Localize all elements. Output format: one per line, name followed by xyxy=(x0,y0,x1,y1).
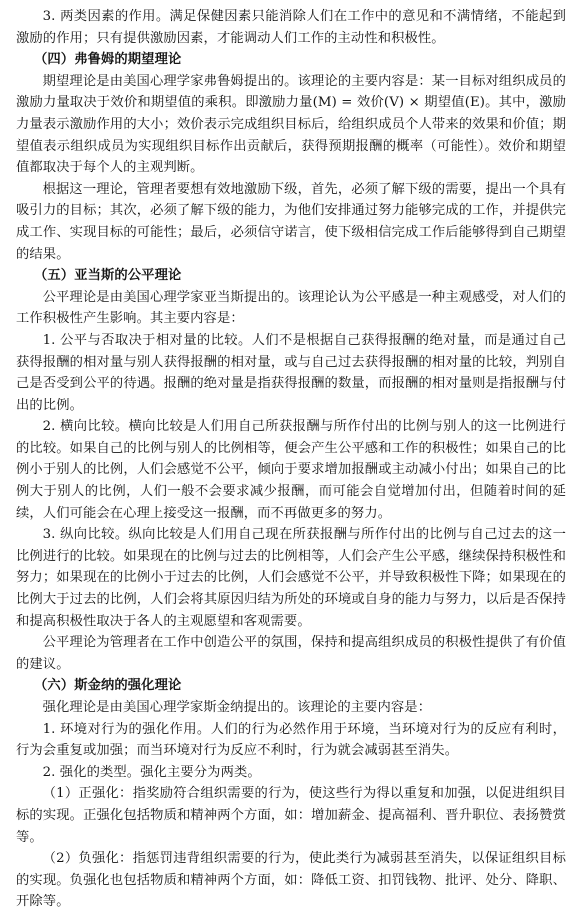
section-heading-skinner-reinforcement: （六）斯金纳的强化理论 xyxy=(34,678,182,694)
paragraph-positive-reinforcement: （1）正强化：指奖励符合组织需要的行为，使这些行为得以重复和加强，以促进组织目标的实现。正强化包括物质和精神两个方面，如：增加薪金、提高福利、晋升职位、表扬赞赏等。 xyxy=(16,786,566,845)
paragraph-two-factor-effect: 3. 两类因素的作用。满足保健因素只能消除人们在工作中的意见和不满情绪，不能起到激励的作用；只有提供激励因素，才能调动人们工作的主动性和积极性。 xyxy=(16,9,566,46)
paragraph-relative-comparison: 1. 公平与否取决于相对量的比较。人们不是根据自己获得报酬的绝对量，而是通过自己获得报酬的相对量与别人获得报酬的相对量，或与自己过去获得报酬的相对量的比较，判别自己是否受到公平的待遇。报酬的绝对量是指获得报酬的数量，而报酬的相对量则是指报酬与付出的比例。 xyxy=(16,332,566,413)
paragraph-equity-definition: 公平理论是由美国心理学家亚当斯提出的。该理论认为公平感是一种主观感受，对人们的工作积极性产生影响。其主要内容是： xyxy=(16,289,566,327)
paragraph-expectancy-definition: 期望理论是由美国心理学家弗鲁姆提出的。该理论的主要内容是：某一目标对组织成员的激励力量取决于效价和期望值的乘积。即激励力量(M) = 效价(V) × 期望值(E)。其中，激励力量表示激励作用的大小；效价表示完成组织目标后，给组织成员个人带来的效果和价值；期望值表示组织成员为实现组织目标作出贡献后，获得预期报酬的概率（可能性）。效价和期望值都取决于每个人的主观判断。 xyxy=(16,73,566,176)
paragraph-expectancy-application: 根据这一理论，管理者要想有效地激励下级，首先，必须了解下级的需要，提出一个具有吸引力的目标；其次，必须了解下级的能力，为他们安排通过努力能够完成的工作，并提供完成工作、实现目标的可能性；最后，必须信守诺言，使下级相信完成工作后能够得到自己期望的结果。 xyxy=(16,181,566,262)
paragraph-environment-effect: 1. 环境对行为的强化作用。人们的行为必然作用于环境，当环境对行为的反应有利时，行为会重复或加强；而当环境对行为反应不利时，行为就会减弱甚至消失。 xyxy=(16,721,566,759)
section-heading-adams-equity: （五）亚当斯的公平理论 xyxy=(34,268,182,284)
paragraph-negative-reinforcement: （2）负强化：指惩罚违背组织需要的行为，使此类行为减弱甚至消失，以保证组织目标的实现。负强化也包括物质和精神两个方面，如：降低工资、扣罚钱物、批评、处分、降职、开除等。 xyxy=(16,851,566,910)
paragraph-reinforcement-definition: 强化理论是由美国心理学家斯金纳提出的。该理论的主要内容是： xyxy=(42,700,432,715)
paragraph-horizontal-comparison: 2. 横向比较。横向比较是人们用自己所获报酬与所作付出的比例与别人的这一比例进行的比较。如果自己的比例与别人的比例相等，便会产生公平感和工作的积极性；如果自己的比例小于别人的比例，人们会感觉不公平，倾向于要求增加报酬或主动减小付出；如果自己的比例大于别人的比例，人们一般不会要求减少报酬，而可能会自觉增加付出，但随着时间的延续，人们可能会在心理上接受这一报酬，而不再做更多的努力。 xyxy=(16,419,566,521)
paragraph-reinforcement-types: 2. 强化的类型。强化主要分为两类。 xyxy=(42,764,261,780)
paragraph-vertical-comparison: 3. 纵向比较。纵向比较是人们用自己现在所获报酬与所作付出的比例与自己过去的这一比例进行的比较。如果现在的比例与过去的比例相等，人们会产生公平感，继续保持积极性和努力；如果现在的比例小于过去的比例，人们会感觉不公平，并导致积极性下降；如果现在的比例大于过去的比例，人们会将其原因归结为所处的环境或自身的能力与努力，以后是否保持和提高积极性取决于各人的主观愿望和客观需要。 xyxy=(16,527,566,629)
section-heading-vroom-expectancy: （四）弗鲁姆的期望理论 xyxy=(34,52,182,68)
paragraph-equity-conclusion: 公平理论为管理者在工作中创造公平的氛围，保持和提高组织成员的积极性提供了有价值的建议。 xyxy=(16,635,566,672)
